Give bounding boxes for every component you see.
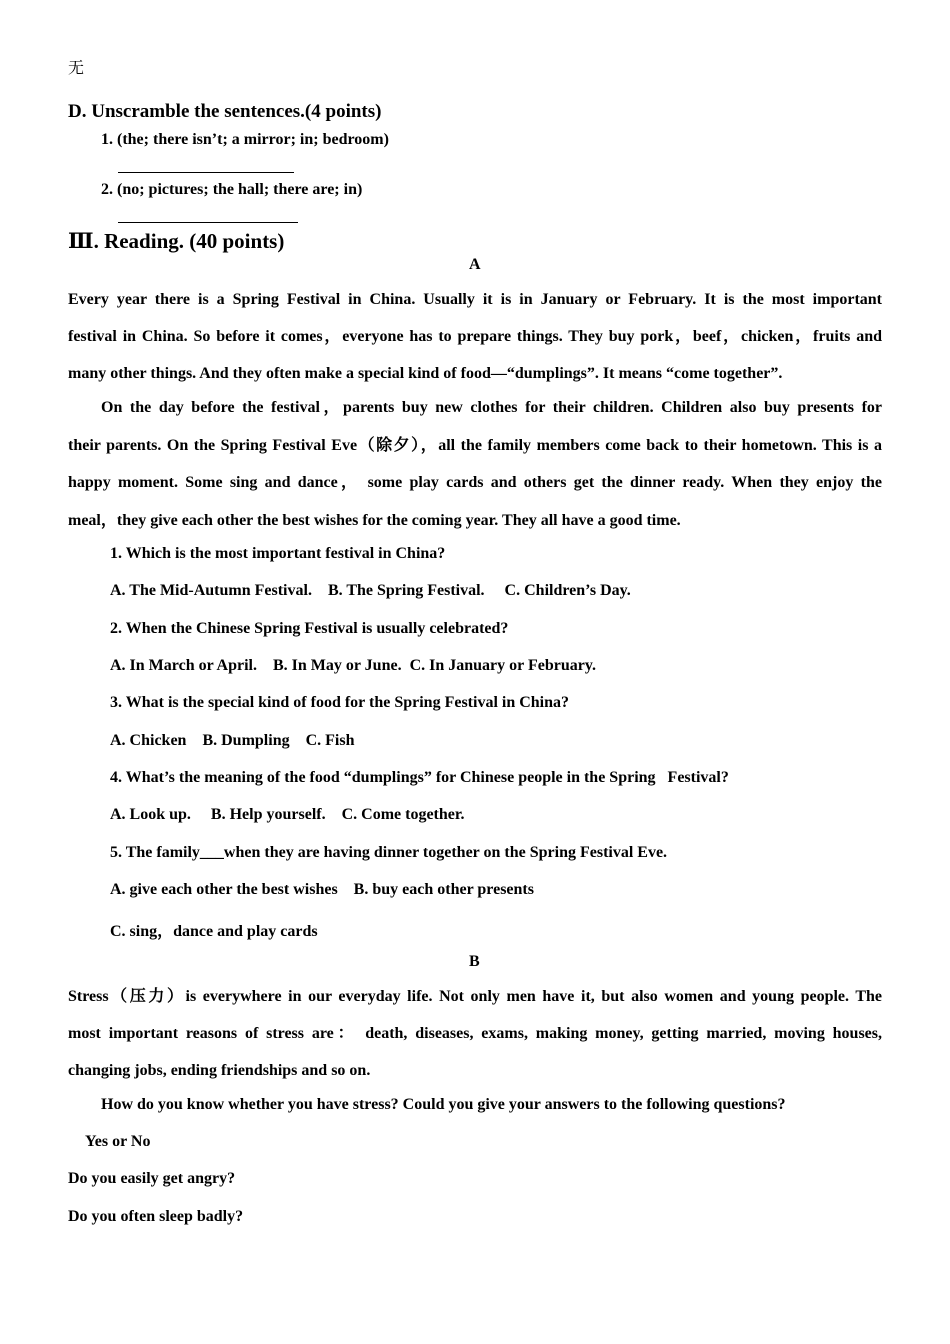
answer-blank-1 xyxy=(118,172,294,173)
passage-a-para1-line: festival in China. So before it comes，everyone has to prepare things. They buy pork，beef，chicken，fruits and xyxy=(68,328,882,345)
passage-a-para2-line: their parents. On the Spring Festival Eve（除夕），all the family members come back to their hometown. This is a xyxy=(68,437,882,454)
passage-b-para2: How do you know whether you have stress? Could you give your answers to the following questions? xyxy=(101,1096,786,1113)
passage-a-para2-line: happy moment. Some sing and dance， some play cards and others get the dinner ready. When they enjoy the xyxy=(68,474,882,491)
question-3: 3. What is the special kind of food for the Spring Festival in China? xyxy=(110,694,570,711)
question-2: 2. When the Chinese Spring Festival is usually celebrated? xyxy=(110,620,509,637)
section-d-title: D. Unscramble the sentences.(4 points) xyxy=(68,101,382,122)
passage-b-para1-line: changing jobs, ending friendships and so on. xyxy=(68,1062,371,1079)
question-5-options: A. give each other the best wishes B. buy each other presents xyxy=(110,881,534,898)
question-5-options-2: C. sing，dance and play cards xyxy=(110,923,318,940)
passage-b-label: B xyxy=(469,953,480,970)
yes-or-no-header: Yes or No xyxy=(85,1133,151,1150)
survey-question-2: Do you often sleep badly? xyxy=(68,1208,244,1225)
passage-a-label: A xyxy=(469,256,481,273)
question-3-options: A. Chicken B. Dumpling C. Fish xyxy=(110,732,355,749)
unscramble-item-2: 2. (no; pictures; the hall; there are; in) xyxy=(101,181,363,198)
unscramble-item-1: 1. (the; there isn’t; a mirror; in; bedroom) xyxy=(101,131,389,148)
survey-question-1: Do you easily get angry? xyxy=(68,1170,236,1187)
answer-blank-2 xyxy=(118,222,298,223)
top-note: 无 xyxy=(68,60,85,77)
passage-b-para1-line: Stress（压力）is everywhere in our everyday life. Not only men have it, but also women and young people. The xyxy=(68,988,882,1005)
section-reading-title: Ⅲ. Reading. (40 points) xyxy=(68,229,285,253)
question-5: 5. The family___when they are having dinner together on the Spring Festival Eve. xyxy=(110,844,668,861)
passage-a-para2-line: meal，they give each other the best wishes for the coming year. They all have a good time. xyxy=(68,512,681,529)
passage-b-para1-line: most important reasons of stress are： death, diseases, exams, making money, getting married, moving houses, xyxy=(68,1025,882,1042)
question-4-options: A. Look up. B. Help yourself. C. Come together. xyxy=(110,806,465,823)
question-1: 1. Which is the most important festival in China? xyxy=(110,545,446,562)
question-4: 4. What’s the meaning of the food “dumplings” for Chinese people in the Spring Festival? xyxy=(110,769,729,786)
passage-a-para2-line: On the day before the festival，parents buy new clothes for their children. Children also buy presents for xyxy=(101,399,883,416)
passage-a-para1-line: Every year there is a Spring Festival in China. Usually it is in January or February. It is the most important xyxy=(68,291,882,308)
question-1-options: A. The Mid-Autumn Festival. B. The Spring Festival. C. Children’s Day. xyxy=(110,582,631,599)
passage-a-para1-line: many other things. And they often make a special kind of food—“dumplings”. It means “come together”. xyxy=(68,365,783,382)
question-2-options: A. In March or April. B. In May or June. C. In January or February. xyxy=(110,657,596,674)
